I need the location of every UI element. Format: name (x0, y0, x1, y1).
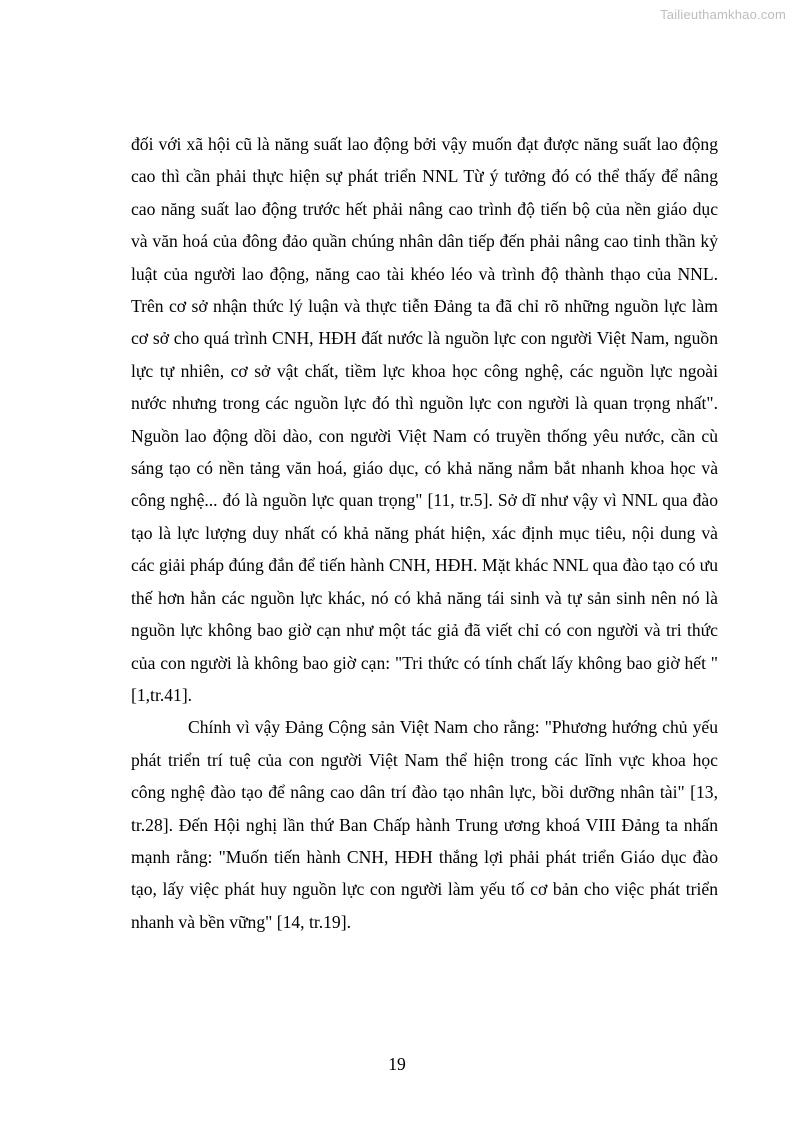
watermark-text: Tailieuthamkhao.com (660, 7, 786, 22)
page-number: 19 (388, 1054, 406, 1074)
body-paragraph-2: Chính vì vậy Đảng Cộng sản Việt Nam cho rằng: "Phương hướng chủ yếu phát triển trí tuệ của con người Việt Nam thể hiện trong các lĩnh vực khoa học công nghệ đào tạo để nâng cao dân trí đào tạo nhân lực, bồi dưỡng nhân tài" [13, tr.28]. Đến Hội nghị lần thứ Ban Chấp hành Trung ương khoá VIII Đảng ta nhấn mạnh rằng: "Muốn tiến hành CNH, HĐH thắng lợi phải phát triển Giáo dục đào tạo, lấy việc phát huy nguồn lực con người làm yếu tố cơ bản cho việc phát triển nhanh và bền vững" [14, tr.19]. (131, 717, 718, 932)
document-body (131, 128, 718, 938)
body-paragraph-1: đối với xã hội cũ là năng suất lao động bởi vậy muốn đạt được năng suất lao động cao thì cần phải thực hiện sự phát triển NNL Từ ý tưởng đó có thể thấy để nâng cao năng suất lao động trước hết phải nâng cao trình độ tiến bộ của nền giáo dục và văn hoá của đông đảo quần chúng nhân dân tiếp đến phải nâng cao tinh thần kỷ luật của người lao động, năng cao tài khéo léo và trình độ thành thạo của NNL. Trên cơ sở nhận thức lý luận và thực tiễn Đảng ta đã chỉ rõ những nguồn lực làm cơ sở cho quá trình CNH, HĐH đất nước là nguồn lực con người Việt Nam, nguồn lực tự nhiên, cơ sở vật chất, tiềm lực khoa học công nghệ, các nguồn lực ngoài nước nhưng trong các nguồn lực đó thì nguồn lực con người là quan trọng nhất". Nguồn lao động dồi dào, con người Việt Nam có truyền thống yêu nước, cần cù sáng tạo có nền tảng văn hoá, giáo dục, có khả năng nắm bắt nhanh khoa học và công nghệ... đó là nguồn lực quan trọng" [11, tr.5]. Sở dĩ như vậy vì NNL qua đào tạo là lực lượng duy nhất có khả năng phát hiện, xác định mục tiêu, nội dung và các giải pháp đúng đắn để tiến hành CNH, HĐH. Mặt khác NNL qua đào tạo có ưu thế hơn hẳn các nguồn lực khác, nó có khả năng tái sinh và tự sản sinh nên nó là nguồn lực không bao giờ cạn như một tác giả đã viết chỉ có con người và tri thức của con người là không bao giờ cạn: "Tri thức có tính chất lấy không bao giờ hết " [1,tr.41]. (131, 134, 718, 705)
